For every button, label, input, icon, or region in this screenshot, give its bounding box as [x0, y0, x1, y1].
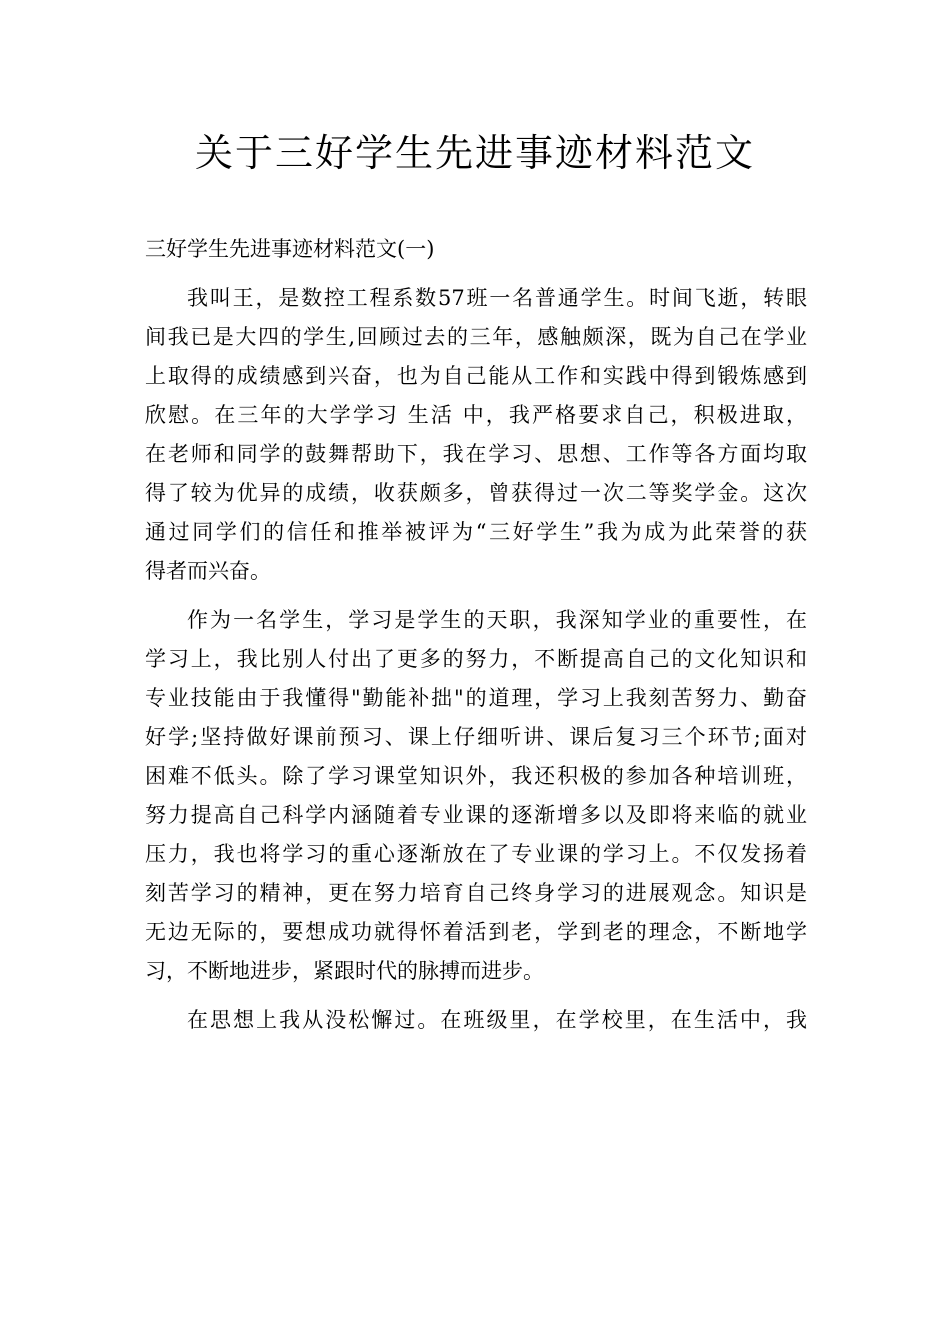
paragraph-line: 在思想上我从没松懈过。在班级里，在学校里，在生活中，我 [187, 1008, 807, 1032]
paragraph-line: 努力提高自己科学内涵随着专业课的逐渐增多以及即将来临的就业 [145, 803, 807, 827]
paragraph-line: 困难不低头。除了学习课堂知识外，我还积极的参加各种培训班， [145, 764, 807, 788]
paragraph-line: 欣慰。在三年的大学学习 生活 中，我严格要求自己，积极进取， [145, 403, 807, 427]
paragraph-3 [145, 1001, 807, 1040]
paragraph-2 [145, 601, 807, 991]
paragraph-line: 专业技能由于我懂得"勤能补拙"的道理，学习上我刻苦努力、勤奋 [145, 686, 807, 710]
paragraph-line: 间我已是大四的学生,回顾过去的三年，感触颇深，既为自己在学业 [145, 325, 807, 349]
paragraph-line: 习，不断地进步，紧跟时代的脉搏而进步。 [145, 959, 544, 983]
paragraph-line: 我叫王，是数控工程系数57班一名普通学生。时间飞逝，转眼 [187, 286, 807, 310]
paragraph-line: 作为一名学生，学习是学生的天职，我深知学业的重要性，在 [187, 608, 807, 632]
paragraph-line: 好学;坚持做好课前预习、课上仔细听讲、课后复习三个环节;面对 [145, 725, 807, 749]
paragraph-line: 学习上，我比别人付出了更多的努力，不断提高自己的文化知识和 [145, 647, 807, 671]
paragraph-line: 通过同学们的信任和推举被评为“三好学生”我为成为此荣誉的获 [145, 520, 807, 544]
paragraph-line: 得者而兴奋。 [145, 559, 271, 583]
paragraph-line: 无边无际的，要想成功就得怀着活到老，学到老的理念，不断地学 [145, 920, 807, 944]
document-body [145, 229, 807, 1050]
paragraph-line: 刻苦学习的精神，更在努力培育自己终身学习的进展观念。知识是 [145, 881, 807, 905]
paragraph-line: 压力，我也将学习的重心逐渐放在了专业课的学习上。不仅发扬着 [145, 842, 807, 866]
section-subtitle: 三好学生先进事迹材料范文(一) [145, 237, 435, 261]
document-title: 关于三好学生先进事迹材料范文 [194, 131, 755, 175]
paragraph-line: 上取得的成绩感到兴奋，也为自己能从工作和实践中得到锻炼感到 [145, 364, 807, 388]
paragraph-line: 在老师和同学的鼓舞帮助下，我在学习、思想、工作等各方面均取 [145, 442, 807, 466]
paragraph-1 [145, 279, 807, 591]
paragraph-line: 得了较为优异的成绩，收获颇多，曾获得过一次二等奖学金。这次 [145, 481, 807, 505]
